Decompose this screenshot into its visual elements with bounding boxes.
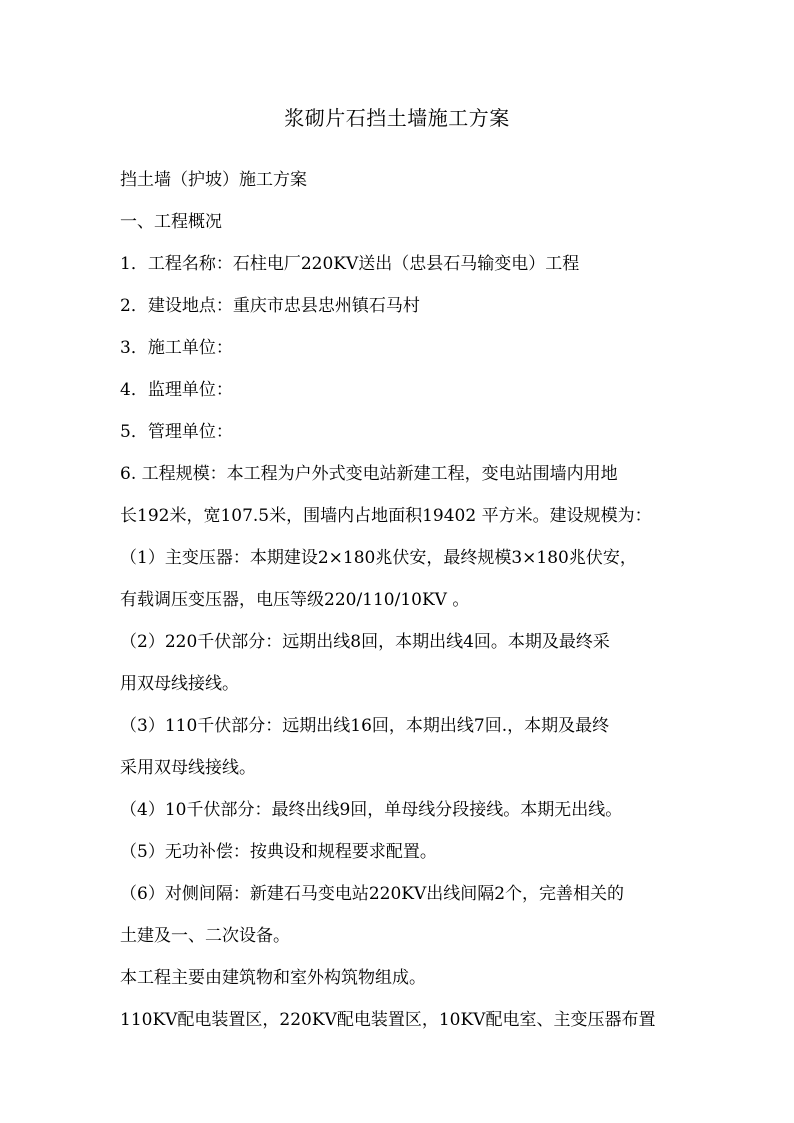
paragraph-line: 本工程主要由建筑物和室外构筑物组成。	[120, 968, 426, 988]
paragraph-line: （5）无功补偿：按典设和规程要求配置。	[120, 842, 437, 862]
paragraph-line: 5．管理单位：	[120, 422, 233, 442]
paragraph-line: 4．监理单位：	[120, 380, 233, 400]
paragraph-line: 长192米，宽107.5米，围墙内占地面积19402 平方米。建设规模为：	[120, 506, 652, 526]
paragraph-line: （3）110千伏部分：远期出线16回，本期出线7回.，本期及最终	[120, 716, 610, 736]
section-heading: 挡土墙（护坡）施工方案	[120, 170, 307, 190]
paragraph-line: （2）220千伏部分：远期出线8回，本期出线4回。本期及最终采	[120, 632, 610, 652]
paragraph-line: 有载调压变压器，电压等级220/110/10KV 。	[120, 590, 470, 610]
paragraph-line: （1）主变压器：本期建设2×180兆伏安，最终规模3×180兆伏安，	[120, 548, 637, 568]
paragraph-line: 6. 工程规模：本工程为户外式变电站新建工程，变电站围墙内用地	[120, 464, 618, 484]
section-heading: 一、工程概况	[120, 212, 222, 232]
paragraph-line: 土建及一、二次设备。	[120, 926, 290, 946]
paragraph-line: 3．施工单位：	[120, 338, 233, 358]
paragraph-line: 2．建设地点：重庆市忠县忠州镇石马村	[120, 296, 420, 316]
paragraph-line: （4）10千伏部分：最终出线9回，单母线分段接线。本期无出线。	[120, 800, 623, 820]
document-title: 浆砌片石挡土墙施工方案	[284, 106, 510, 130]
paragraph-line: 110KV配电装置区，220KV配电装置区，10KV配电室、主变压器布置	[120, 1010, 656, 1030]
paragraph-line: （6）对侧间隔：新建石马变电站220KV出线间隔2个，完善相关的	[120, 884, 625, 904]
paragraph-line: 采用双母线接线。	[120, 758, 256, 778]
paragraph-line: 用双母线接线。	[120, 674, 239, 694]
paragraph-line: 1．工程名称：石柱电厂220KV送出（忠县石马输变电）工程	[120, 254, 580, 274]
